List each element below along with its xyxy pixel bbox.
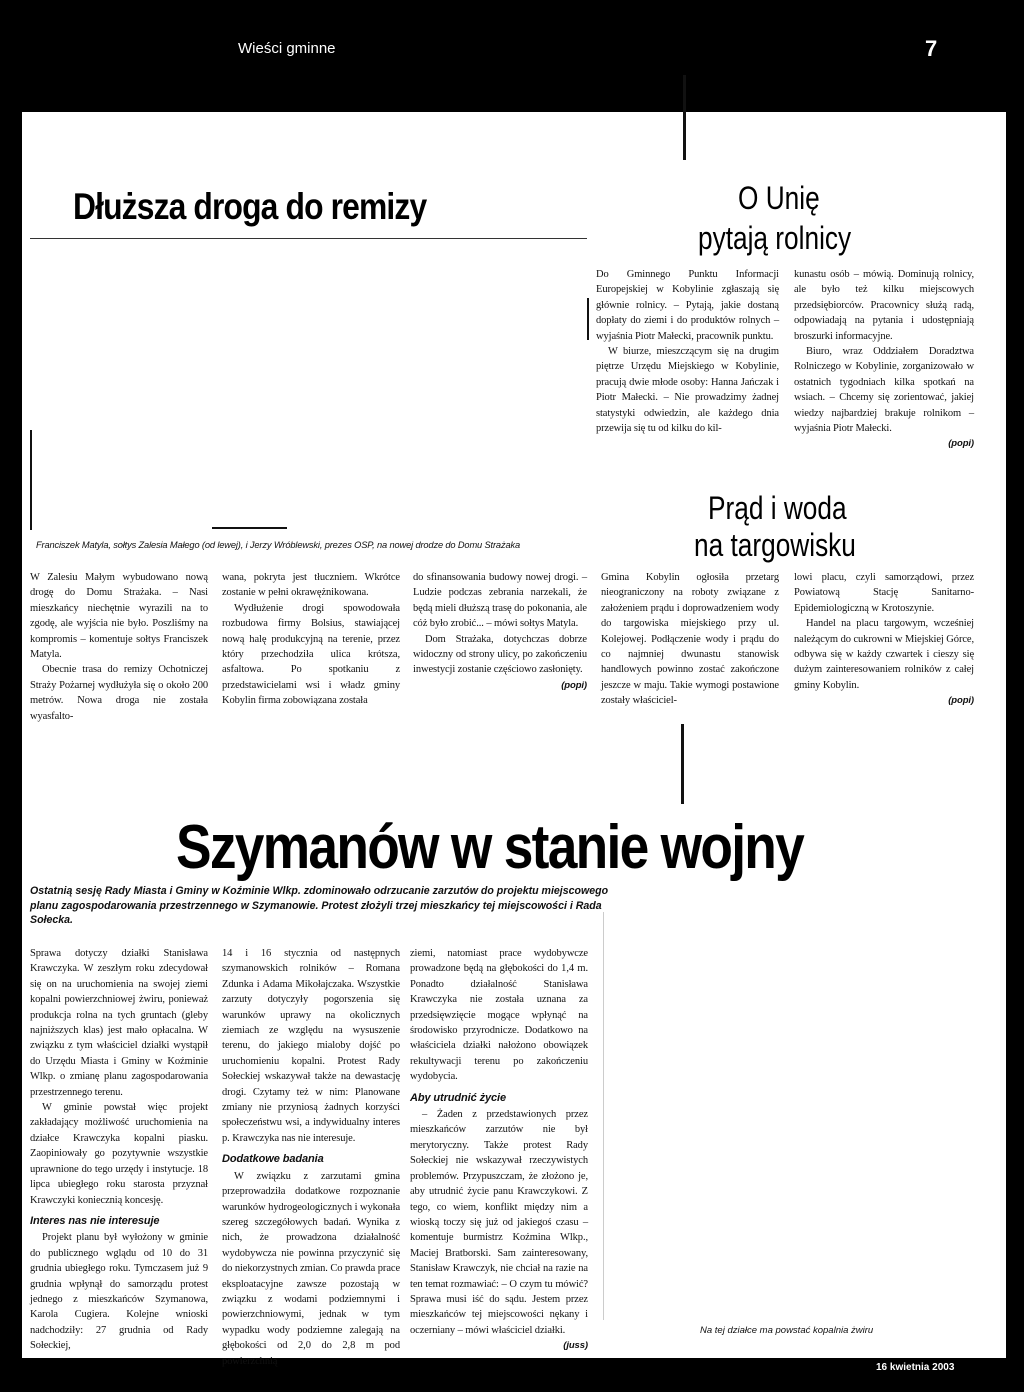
paragraph: Projekt planu był wyłożony w gminie do publicznego wglądu od 10 do 31 grudnia ubiegłego roku. Tymczasem już 9 grudnia wpłynął do samorządu protest jednego z mieszkańców Szymanowa, Karola Cugiera. Kolejne wnioski nadchodziły: 27 grudnia od Rady Sołeckiej,: [30, 1232, 208, 1352]
article-title: Dłuższa droga do remizy: [73, 186, 427, 227]
photo: [30, 250, 587, 530]
paragraph: Wydłużenie drogi spowodowała rozbudowa firmy Bolsius, stawiającej nową halę produkcyjną na terenie, przez który przechodziła ulica krótsza, asfaltowa. Po spotkaniu z przedstawicielami wsi i władz gminy Kobylin firma zobowiązana została: [222, 602, 400, 707]
paragraph: Sprawa dotyczy działki Stanisława Krawczyka. W zeszłym roku zdecydował się on na uruchomienia na swojej ziemi kopalni powierzchniowej żwiru, ponieważ produkcja rolna na tych gruntach (gleby najniższych klas) jest mało opłacalna. W związku z tym właściciel działki wystąpił do Urzędu Miasta i Gminy w Koźminie Wlkp. o zmianę planu zagospodarowania przestrzennego terenu.: [30, 948, 208, 1098]
section-title: Wieści gminne: [238, 40, 336, 57]
title-rule: [30, 238, 587, 239]
photo-edge: [212, 527, 287, 529]
signature: (popi): [561, 679, 587, 691]
photo-caption: Na tej działce ma powstać kopalnia żwiru: [700, 1325, 874, 1336]
article-title: O Unię: [738, 180, 820, 216]
page-number: 7: [925, 36, 938, 61]
article-title: Prąd i woda: [708, 490, 847, 526]
issue-date: 16 kwietnia 2003: [876, 1362, 955, 1373]
article-column: [413, 570, 587, 693]
article-column: [410, 946, 588, 1354]
right-black-panel: [1006, 112, 1024, 1392]
left-black-panel: [0, 112, 22, 1392]
header-bar: [0, 0, 1024, 112]
article-column: [601, 570, 779, 709]
paragraph: Dom Strażaka, dotychczas dobrze widoczny od strony ulicy, po zakończeniu inwestycji zostanie częściowo zasłonięty.: [413, 633, 587, 676]
paragraph: W gminie powstał więc projekt zakładający możliwość uruchomienia na działce Krawczyka kopalni piasku. Zaopiniowały go pozytywnie wszystkie uprawnione do tego urzędy i instytucje. 18 lipca ubiegłego roku starosta przyznał Krawczyki koniecznią koncesję.: [30, 1102, 208, 1206]
signature: (popi): [948, 438, 974, 450]
subheading: Interes nas nie interesuje: [30, 1214, 160, 1227]
subheading: Aby utrudnić życie: [410, 1091, 506, 1104]
article-column: [30, 570, 208, 724]
paragraph: Gmina Kobylin ogłosiła przetarg nieograniczony na roboty związane z założeniem prądu i doprowadzeniem wody do targowiska miejskiego przy ul. Kolejowej. Podłączenie wody i prądu do co najmniej dwunastu stanowisk handlowych powinno zostać zakończone jeszcze w maju. Takie wymogi postawione zostały właściciel-: [601, 572, 779, 707]
article-title: na targowisku: [694, 527, 856, 563]
signature: (juss): [563, 1340, 588, 1352]
photo-caption: Franciszek Matyla, sołtys Zalesia Małego (od lewej), i Jerzy Wróblewski, prezes OSP, na nowej drodze do Domu Strażaka: [36, 540, 520, 550]
signature: (popi): [948, 695, 974, 707]
paragraph: W związku z zarzutami gmina przeprowadziła dodatkowe rozpoznanie warunków hydrogeologicznych i wykonała szereg szczegółowych badań. Wynika z nich, że prowadzona działalność wydobywcza nie powinna przyczynić się do niekorzystnych zmian. Co prawda prace eksploatacyjne zawsze pozostają w związku z wodami podziemnymi i powierzchniowymi, jednak w tym wypadku wody podziemne zalegają na głębokości od 2,0 do 2,8 m pod powierzchnią: [222, 1170, 400, 1367]
article-column: [30, 946, 208, 1354]
photo-edge: [683, 75, 686, 160]
article-column: [596, 267, 779, 436]
photo-edge: [603, 912, 604, 1320]
paragraph: Handel na placu targowym, wcześniej należącym do cukrowni w Miejskiej Górce, odbywa się w każdy czwartek i cieszy się dużym zainteresowaniem rolników z całej gminy Kobylin.: [794, 618, 974, 691]
subheading: Dodatkowe badania: [222, 1153, 324, 1166]
paragraph: lowi placu, czyli samorządowi, przez Powiatową Stację Sanitarno-Epidemiologiczną w Krotoszynie.: [794, 572, 974, 614]
paragraph: Biuro, wraz Oddziałem Doradztwa Rolniczego w Kobylinie, zorganizowało w ostatnich tygodniach kilka spotkań na wsiach. – Chcemy się zorientować, jakiej wiedzy najbardziej brakuje rolnikom – wyjaśnia Piotr Małecki.: [794, 346, 974, 435]
paragraph: wana, pokryta jest tłuczniem. Wkrótce zostanie w pełni okrawężnikowana.: [222, 572, 400, 599]
paragraph: Do Gminnego Punktu Informacji Europejskiej w Kobylinie zgłaszają się głównie rolnicy. – Pytają, jakie dostaną dopłaty do ziemi i do produktów rolnych – wyjaśnia Piotr Małecki, pracownik punktu.: [596, 269, 779, 342]
article-column: [794, 570, 974, 709]
article-lead: Ostatnią sesję Rady Miasta i Gminy w Koźminie Wlkp. zdominowało odrzucanie zarzutów do projektu miejscowego planu zagospodarowania przestrzennego w Szymanowie. Protest złożyli trzej mieszkańcy tej miejscowości i Rada Sołecka.: [30, 885, 609, 927]
paragraph: Obecnie trasa do remizy Ochotniczej Straży Pożarnej wydłużyła się o około 200 metrów. Nowa droga nie została wyasfalto-: [30, 664, 208, 722]
paragraph: do sfinansowania budowy nowej drogi. – Ludzie podczas zebrania narzekali, że będą mieli dłuższą trasę do pokonania, ale cóż było zrobić... – mówi sołtys Matyla.: [413, 572, 587, 630]
paragraph: 14 i 16 stycznia od następnych szymanowskich rolników – Romana Zdunka i Adama Mikołajczaka. Wszystkie zarzuty dotyczyły pogorszenia się warunków uprawy na okolicznych ziemiach ze względu na wysuszenie terenu, do jakiego mialoby dojść po uruchomieniu kopalni. Protest Rady Sołeckiej wskazywał także na dewastację drogi. Czytamy też w nim: Planowane zmiany nie przyniosą żadnych korzyści społeczeństwu wsi, a indywidualny interes p. Krawczyka nas nie interesuje.: [222, 948, 400, 1144]
paragraph: W biurze, mieszczącym się na drugim piętrze Urzędu Miejskiego w Kobylinie, pracują dwie młode osoby: Hanna Jańczak i Piotr Małecki. – Nie prowadzimy żadnej statystyki odwiedzin, ale każdego dnia przewija się tu od kilku do kil-: [596, 346, 779, 435]
photo: [603, 912, 1006, 1320]
article-column: [222, 570, 400, 709]
paragraph: kunastu osób – mówią. Dominują rolnicy, ale było też kilku miejscowych przedsiębiorców. Pracownicy służą radą, odpowiadają na pytania i udostępniają broszurki informacyjne.: [794, 269, 974, 342]
paragraph: ziemi, natomiast prace wydobywcze prowadzone będą na głębokości do 1,4 m. Ponadto działalność Stanisława Krawczyka nie została uznana za przedsięwzięcie mogące wpłynąć na środowisko przyrodnicze. Dodatkowo na właściciela działki nałożono obowiązek rekultywacji terenu po zakończeniu wydobycia.: [410, 948, 588, 1083]
photo-edge: [681, 724, 684, 804]
photo-edge: [587, 298, 589, 340]
paragraph: – Żaden z przedstawionych przez mieszkańców zarzutów nie był merytoryczny. Także protest Rady Sołeckiej nie wskazywał rzeczywistych problemów. Przypuszczam, że złożono je, aby utrudnić życie panu Krawczykowi. Z tego, co wiem, konflikt między nim a wioską toczy się już od jakiegoś czasu – komentuje burmistrz Koźmina Wlkp., Maciej Bratborski. Sam zainteresowany, Stanisław Krawczyk, nie chciał na razie na ten temat rozmawiać: – O czym tu mówić? Sprawa musi iść do sądu. Jestem przez mieszkańców tej miejscowości nękany i oczerniany – mówi właściciel działki.: [410, 1109, 588, 1336]
article-title: pytają rolnicy: [698, 220, 852, 256]
paragraph: W Zalesiu Małym wybudowano nową drogę do Domu Strażaka. – Nasi mieszkańcy niechętnie wyrazili na to zgodę, ale wyjścia nie było. Poszliśmy na kompromis – komentuje sołtys Franciszek Matyla.: [30, 572, 208, 661]
article-title: Szymanów w stanie wojny: [176, 813, 804, 882]
photo-edge: [30, 430, 32, 530]
bottom-black-band: [22, 1358, 1006, 1392]
article-column: [794, 267, 974, 452]
article-column: [222, 946, 400, 1369]
